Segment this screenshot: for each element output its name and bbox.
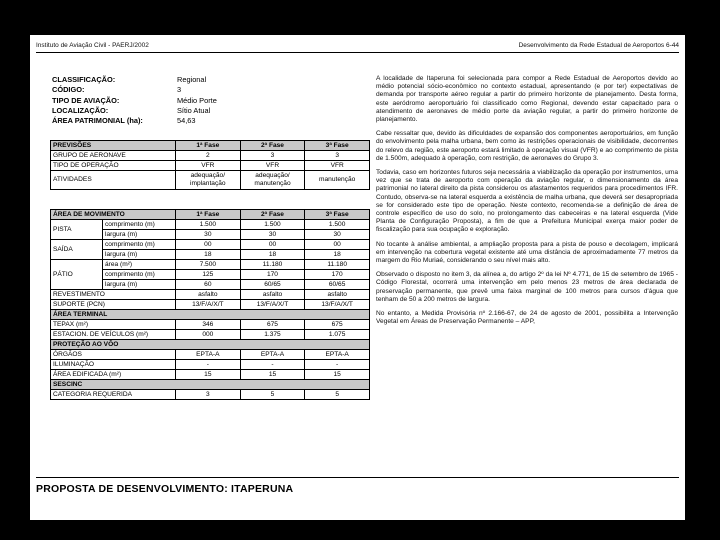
- cell: -: [240, 360, 305, 370]
- row-label: comprimento (m): [103, 220, 176, 230]
- th: 3ª Fase: [305, 210, 370, 220]
- cell: 2: [176, 151, 241, 161]
- cell: 13/F/A/X/T: [305, 300, 370, 310]
- group-label: SAÍDA: [51, 240, 103, 260]
- cell: 15: [176, 370, 241, 380]
- row-label: GRUPO DE AERONAVE: [51, 151, 176, 161]
- row-label: comprimento (m): [103, 240, 176, 250]
- th: ÁREA DE MOVIMENTO: [51, 210, 176, 220]
- cell: 13/F/A/X/T: [240, 300, 305, 310]
- section-title: ÁREA TERMINAL: [51, 310, 370, 320]
- cell: asfalto: [240, 290, 305, 300]
- cell: adequação/ implantação: [176, 171, 241, 190]
- cell: 5: [305, 390, 370, 400]
- th: 2ª Fase: [240, 141, 305, 151]
- cell: 170: [240, 270, 305, 280]
- paragraph: No entanto, a Medida Provisória nº 2.166-67, de 24 de agosto de 2001, possibilita a Intervenção Vegetal em Áreas de Preservação Permanente – APP,: [376, 310, 678, 326]
- cell: 000: [176, 330, 241, 340]
- class-value: 54,63: [177, 116, 196, 126]
- cell: VFR: [305, 161, 370, 171]
- th: 2ª Fase: [240, 210, 305, 220]
- body-text: [376, 75, 678, 332]
- th: 1ª Fase: [176, 210, 241, 220]
- row-label: CATEGORIA REQUERIDA: [51, 390, 176, 400]
- class-value: 3: [177, 85, 182, 95]
- cell: EPTA-A: [240, 350, 305, 360]
- cell: 675: [240, 320, 305, 330]
- row-label: ÓRGÃOS: [51, 350, 176, 360]
- th: PREVISÕES: [51, 141, 176, 151]
- paragraph: Cabe ressaltar que, devido às dificuldades de expansão dos componentes aeroportuários, em função do envolvimento pela malha urbana, bem como às restrições operacionais de visibilidade, decorrentes do relevo da região, este aeroporto estará limitado à operação visual (VFR) e ao comprimento de pista de 1.500m, adequado à operação, com restrição, de aeronaves do Grupo 3.: [376, 130, 678, 162]
- footer-rule: [36, 477, 679, 478]
- cell: 60/65: [305, 280, 370, 290]
- movimento-table: [50, 209, 370, 400]
- cell: 00: [240, 240, 305, 250]
- paragraph: No tocante à análise ambiental, a ampliação proposta para a pista de pouso e decolagem, implicará em intervenção na cobertura vegetal existente até uma distância de aproximadamente 77 metros da margem do Rio Muriaé, considerando o seu nível mais alto.: [376, 240, 678, 265]
- cell: 15: [240, 370, 305, 380]
- row-label: largura (m): [103, 230, 176, 240]
- cell: 3: [305, 151, 370, 161]
- row-label: REVESTIMENTO: [51, 290, 176, 300]
- th: 3ª Fase: [305, 141, 370, 151]
- section-title: PROTEÇÃO AO VÔO: [51, 340, 370, 350]
- header-left: Instituto de Aviação Civil - PAERJ/2002: [36, 42, 149, 49]
- cell: 11.180: [305, 260, 370, 270]
- cell: -: [176, 360, 241, 370]
- cell: 60/65: [240, 280, 305, 290]
- cell: EPTA-A: [305, 350, 370, 360]
- cell: 675: [305, 320, 370, 330]
- cell: 3: [176, 390, 241, 400]
- class-label: CÓDIGO:: [52, 85, 85, 95]
- group-label: PISTA: [51, 220, 103, 240]
- cell: 15: [305, 370, 370, 380]
- row-label: ATIVIDADES: [51, 171, 176, 190]
- cell: 18: [240, 250, 305, 260]
- cell: 1.500: [240, 220, 305, 230]
- cell: 11.180: [240, 260, 305, 270]
- header-right: Desenvolvimento da Rede Estadual de Aeroportos 6-44: [518, 42, 679, 49]
- cell: 00: [176, 240, 241, 250]
- cell: asfalto: [305, 290, 370, 300]
- cell: 13/F/A/X/T: [176, 300, 241, 310]
- class-value: Médio Porte: [177, 95, 217, 105]
- cell: 00: [305, 240, 370, 250]
- th: 1ª Fase: [176, 141, 241, 151]
- cell: 346: [176, 320, 241, 330]
- cell: 1.075: [305, 330, 370, 340]
- header-rule: [36, 52, 679, 53]
- cell: VFR: [176, 161, 241, 171]
- cell: 18: [176, 250, 241, 260]
- row-label: comprimento (m): [103, 270, 176, 280]
- cell: 125: [176, 270, 241, 280]
- cell: 7.500: [176, 260, 241, 270]
- class-value: Sítio Atual: [177, 105, 211, 115]
- cell: adequação/ manutenção: [240, 171, 305, 190]
- class-label: CLASSIFICAÇÃO:: [52, 75, 116, 84]
- cell: manutenção: [305, 171, 370, 190]
- row-label: TEPAX (m²): [51, 320, 176, 330]
- cell: 18: [305, 250, 370, 260]
- cell: 1.500: [305, 220, 370, 230]
- row-label: ESTACION. DE VEÍCULOS (m²): [51, 330, 176, 340]
- row-label: largura (m): [103, 280, 176, 290]
- document-page: [30, 35, 685, 520]
- group-label: PÁTIO: [51, 260, 103, 290]
- previsoes-table: [50, 140, 370, 190]
- row-label: TIPO DE OPERAÇÃO: [51, 161, 176, 171]
- cell: 30: [240, 230, 305, 240]
- row-label: ILUMINAÇÃO: [51, 360, 176, 370]
- cell: -: [305, 360, 370, 370]
- class-label: LOCALIZAÇÃO:: [52, 105, 109, 115]
- class-label: ÁREA PATRIMONIAL (ha):: [52, 116, 143, 126]
- paragraph: Todavia, caso em horizontes futuros seja necessária a viabilização da operação por instrumentos, uma vez que se trata de aeroporto com operação da aviação regular, o dimensionamento da área patrimonial no lateral direito da pista considerou os afastamentos requeridos para procedimentos IFR. Contudo, observa-se na lateral esquerda a existência de malha urbana, que deverá ser desapropriada se for considerado este tipo de operação. Neste contexto, recomenda-se a definição de área de controle específico de uso do solo, no prolongamento das cabeceiras e na lateral esquerda (Vide Planta de Configuração Proposta), a fim de que a Prefeitura Municipal exerça maior poder de fiscalização para sua ocupação e exploração.: [376, 169, 678, 234]
- cell: EPTA-A: [176, 350, 241, 360]
- cell: 30: [176, 230, 241, 240]
- row-label: largura (m): [103, 250, 176, 260]
- cell: 5: [240, 390, 305, 400]
- cell: 30: [305, 230, 370, 240]
- cell: 60: [176, 280, 241, 290]
- paragraph: A localidade de Itaperuna foi selecionada para compor a Rede Estadual de Aeroportos devido ao médio potencial sócio-econômico no contexto estadual, apresentando (e por ter) expectativas de demanda por transporte aéreo regular a partir do primeiro horizonte de planejamento. Desta forma, este aeródromo aeroportuário foi classificado como Regional, devendo estar capacitado para o atendimento de aeronaves de médio porte da aviação regular, a partir do primeiro horizonte de planejamento.: [376, 75, 678, 124]
- class-label: TIPO DE AVIAÇÃO:: [52, 95, 120, 105]
- row-label: SUPORTE (PCN): [51, 300, 176, 310]
- section-title: SESCINC: [51, 380, 370, 390]
- classification-block: [52, 75, 217, 126]
- class-value: Regional: [177, 75, 207, 84]
- cell: 1.500: [176, 220, 241, 230]
- cell: 170: [305, 270, 370, 280]
- cell: 3: [240, 151, 305, 161]
- cell: VFR: [240, 161, 305, 171]
- cell: asfalto: [176, 290, 241, 300]
- row-label: ÁREA EDIFICADA (m²): [51, 370, 176, 380]
- footer-title: PROPOSTA DE DESENVOLVIMENTO: ITAPERUNA: [36, 483, 294, 495]
- paragraph: Observado o disposto no item 3, da alínea a, do artigo 2º da lei Nº 4.771, de 15 de setembro de 1965 - Código Florestal, ocorrerá uma intervenção em pelo menos 23 metros de área declarada de preservação permanente, que prevê uma faixa marginal de 100 metros para cursos d'água que tenham de 50 a 200 metros de largura.: [376, 271, 678, 303]
- cell: 1.375: [240, 330, 305, 340]
- row-label: área (m²): [103, 260, 176, 270]
